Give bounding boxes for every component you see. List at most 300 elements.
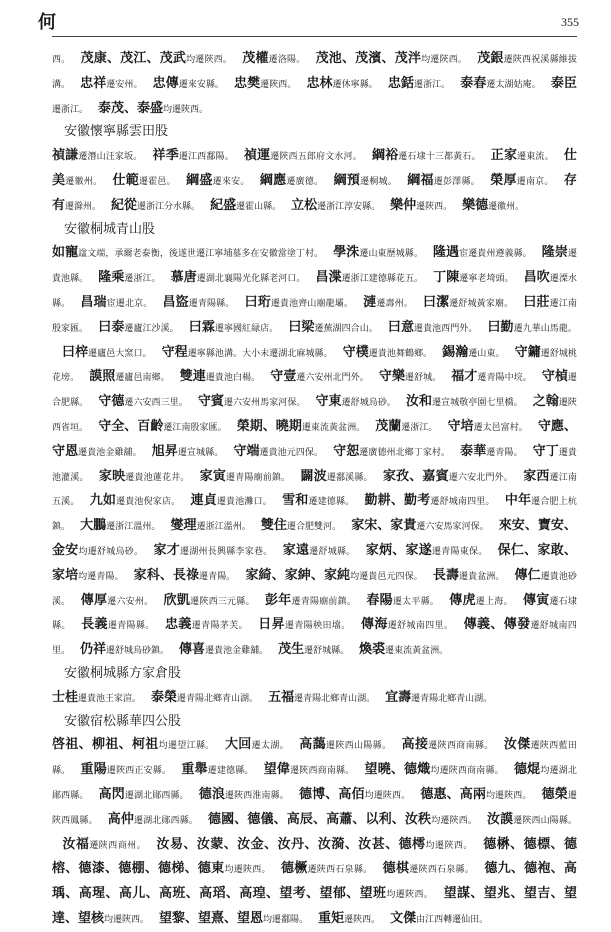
migration-note: 遷廬邑大窯口。: [88, 348, 152, 359]
migration-note: 均遷陝西。: [186, 55, 233, 65]
genealogy-entry: [333, 244, 423, 259]
person-name: 守東: [315, 394, 342, 410]
migration-note: 遷貴池金雞舖。: [205, 646, 269, 657]
migration-note: 遷太湖姑庵。: [486, 79, 541, 90]
genealogy-entry: [359, 641, 448, 656]
genealogy-entry: [361, 616, 454, 631]
migration-note: 遷浙江淳安縣。: [317, 201, 381, 212]
genealogy-entry: [433, 567, 505, 582]
migration-note: 遷青陽廟前鎮。: [291, 596, 357, 607]
migration-note: 遷彭澤縣。: [433, 176, 480, 187]
migration-note: 遷陝西石泉縣。: [307, 865, 373, 876]
surname-header: 何: [38, 12, 56, 33]
person-name: 九如: [89, 493, 117, 509]
person-name: 長義: [80, 617, 108, 633]
migration-note: 遷陝西藍田縣。: [52, 741, 577, 777]
person-name: 仕範: [112, 172, 139, 188]
person-name: 燮理: [170, 518, 197, 534]
person-name: 榮厚: [489, 172, 517, 188]
person-name: 家映: [98, 468, 126, 484]
person-name: 家炳、家遂: [365, 542, 432, 558]
genealogy-entry: [382, 860, 474, 875]
genealogy-entry: [153, 75, 224, 90]
migration-note: 遷浙江。: [124, 274, 161, 285]
migration-note: 遷廣德。: [286, 176, 324, 187]
migration-note: 遷霍山縣。: [236, 201, 282, 212]
genealogy-entry: [208, 811, 477, 826]
migration-note: 遷六安州馬家河保。: [223, 398, 306, 409]
migration-note: 遷舒城黃家廟。: [449, 298, 514, 309]
person-name: 家綺、家紳、家純: [245, 567, 351, 583]
person-name: 德橛: [280, 861, 308, 877]
genealogy-entry: [390, 910, 488, 925]
person-name: 守應、守恩: [52, 418, 577, 459]
person-name: 守鏞: [514, 344, 541, 360]
genealogy-entry: [270, 368, 369, 383]
entry-paragraph: [52, 47, 577, 121]
migration-note: 均遷陝西商南縣。: [430, 766, 504, 777]
genealogy-entry: [268, 689, 375, 704]
person-name: 德惠、高兩: [420, 786, 486, 802]
migration-note: 均遷望江縣。: [158, 741, 215, 752]
migration-note: 遷六安西三里。: [124, 398, 188, 409]
migration-note: 均遷舒城烏砂。: [78, 546, 144, 557]
genealogy-entry: [258, 616, 351, 631]
migration-note: 均遷陝西。: [224, 865, 271, 876]
person-name: 漣: [363, 294, 377, 310]
migration-note: 遷陝西五郎府文水河。: [270, 152, 362, 163]
genealogy-entry: [343, 344, 433, 359]
genealogy-entry: [151, 689, 258, 704]
person-name: 傳虎: [449, 592, 476, 608]
person-name: 昌瑞: [80, 294, 107, 310]
person-name: 闢波: [300, 468, 327, 484]
person-name: 茂蘭: [375, 418, 402, 434]
person-name: 之翰: [532, 394, 559, 410]
migration-note: 均遷陝西。: [364, 790, 411, 801]
migration-note: 遷貴池王家渲。: [78, 693, 142, 704]
genealogy-entry: [462, 197, 524, 212]
migration-note: 遷陝西三元縣。: [190, 596, 255, 607]
genealogy-entry: [171, 269, 306, 284]
migration-note: 均遷陝西。: [485, 790, 532, 801]
migration-note: 均遷鄱陽。: [263, 914, 309, 925]
person-name: 家西: [523, 468, 550, 484]
genealogy-entry: [260, 172, 324, 187]
person-name: 汝傑: [503, 737, 531, 753]
migration-note: 遷九華山馬龍。: [513, 323, 577, 334]
migration-note: 遷江南殷家匯。: [163, 422, 227, 433]
genealogy-entry: [372, 147, 481, 162]
migration-note: 遷霍邑。: [138, 176, 176, 187]
genealogy-entry: [406, 393, 523, 408]
migration-note: 遷舒城。: [405, 373, 442, 384]
genealogy-body: [52, 47, 577, 932]
person-name: 隆崇: [541, 245, 568, 261]
migration-note: 遷安州。: [106, 79, 143, 90]
person-name: 德焜: [513, 762, 541, 778]
genealogy-entry: [62, 836, 146, 851]
migration-note: 遷潛山汪家坂。: [78, 152, 143, 163]
person-name: 錫瀚: [442, 344, 469, 360]
person-name: 茂池、茂濱、茂泮: [315, 51, 422, 66]
migration-note: 由江西轉遷仙田。: [416, 914, 489, 925]
entry-paragraph: [52, 686, 577, 711]
migration-note: 遷來安。: [212, 176, 250, 187]
migration-note: 遷江西鄱陽。: [178, 152, 234, 163]
migration-note: 遷青陽。: [486, 447, 523, 458]
person-name: 重矩: [318, 910, 345, 926]
genealogy-entry: [278, 641, 349, 656]
migration-note: 遷陝西鳳縣。: [52, 790, 577, 826]
genealogy-entry: [134, 567, 236, 582]
person-name: 忠銛: [387, 75, 415, 91]
person-name: 家孜、嘉賓: [382, 468, 449, 484]
branch-heading: 安徽宿松縣華四公股: [64, 713, 182, 729]
genealogy-entry: [383, 468, 513, 483]
genealogy-entry: [52, 50, 70, 65]
person-name: 高接: [401, 737, 429, 753]
migration-note: 遷陝西山陽縣。: [325, 741, 392, 752]
person-name: 保仁、家敢、家培: [52, 542, 577, 583]
genealogy-entry: [315, 269, 423, 284]
migration-note: 西。: [52, 55, 71, 65]
person-name: 雙連: [179, 369, 206, 385]
person-name: 士桂: [52, 689, 79, 705]
person-name: 茂銀: [477, 51, 504, 66]
person-name: 忠義: [164, 617, 192, 633]
person-name: 隆遇: [432, 245, 460, 261]
migration-note: 遷陝西商南縣。: [428, 741, 494, 752]
genealogy-entry: [159, 910, 308, 925]
migration-note: 遷太邑富村。: [473, 422, 528, 433]
person-name: 昌渫: [315, 270, 342, 286]
migration-note: 遷寧國紅緑店。: [214, 323, 279, 334]
person-name: 禎運: [243, 148, 271, 164]
person-name: 高仲: [107, 811, 135, 827]
migration-note: 遷青陽縣。: [107, 621, 155, 632]
genealogy-entry: [52, 689, 141, 704]
person-name: 大回: [224, 737, 252, 753]
migration-note: 遷休寧縣。: [332, 79, 378, 90]
migration-note: 遷浙江溫州。: [106, 522, 161, 533]
genealogy-entry: [108, 811, 198, 826]
migration-note: 遷溧水縣。: [52, 274, 577, 309]
genealogy-entry: [234, 75, 296, 90]
person-name: 忠林: [306, 75, 333, 91]
migration-note: 遷貴池西門外。: [414, 323, 478, 334]
person-name: 泰華: [460, 443, 487, 459]
person-name: 家宋、家貴: [351, 518, 417, 534]
genealogy-entry: [199, 786, 289, 801]
person-name: 家遠: [282, 542, 310, 558]
genealogy-entry: [460, 75, 541, 90]
genealogy-entry: [433, 244, 532, 259]
migration-note: 遷浙江。: [52, 104, 89, 115]
genealogy-entry: [233, 443, 323, 458]
migration-note: 遷舒城南四里。: [52, 621, 577, 657]
person-name: 汝福: [62, 836, 90, 852]
genealogy-entry: [282, 492, 354, 507]
branch-heading: 安徽懷寧縣雲田股: [64, 124, 169, 140]
migration-note: 遷建德縣。: [308, 497, 355, 508]
person-name: 守程: [161, 344, 188, 360]
person-name: 望黎、望熹、望恩: [159, 910, 264, 926]
genealogy-entry: [423, 294, 513, 309]
genealogy-entry: [364, 492, 494, 507]
person-name: 守楨: [541, 369, 568, 385]
genealogy-entry: [89, 368, 170, 383]
person-name: 守培: [447, 418, 474, 434]
migration-note: 遷江南殷家匯。: [52, 298, 577, 334]
person-name: 綱預: [333, 172, 361, 188]
migration-note: 遷南京。: [516, 176, 554, 187]
migration-note: 遷湖北襄陽光化縣老河口。: [196, 274, 306, 285]
migration-note: 遷舒城縣。: [304, 646, 350, 657]
migration-note: 遷滁州。: [65, 201, 102, 212]
person-name: 泰春: [460, 75, 487, 91]
person-name: 傳寅: [522, 592, 550, 608]
person-name: 曰泰: [98, 319, 125, 335]
genealogy-entry: [388, 319, 478, 334]
person-name: 昌吹: [523, 270, 550, 286]
genealogy-entry: [62, 344, 152, 359]
migration-note: 遷六安州北門外。: [296, 373, 369, 384]
migration-note: 遷洛陽。: [268, 55, 306, 65]
person-name: 宜壽: [385, 689, 412, 705]
migration-note: 遷建德縣。: [207, 766, 254, 777]
migration-note: 遷上海。: [475, 596, 513, 607]
migration-note: 遷青陽北鄉青山湖。: [177, 693, 259, 704]
genealogy-entry: [265, 592, 356, 607]
person-name: 存有: [52, 172, 577, 213]
migration-note: 遷貴池灘口。: [216, 497, 272, 508]
person-name: 慕唐: [170, 270, 197, 286]
migration-note: 遷舒城桃花塝。: [52, 348, 577, 384]
genealogy-entry: [264, 761, 355, 776]
migration-note: 遷舒城縣。: [309, 546, 356, 557]
genealogy-entry: [245, 567, 422, 582]
migration-note: 遷陝西商州。: [89, 840, 147, 851]
genealogy-entry: [420, 786, 531, 801]
person-name: 勤耕、勤考: [364, 493, 431, 509]
person-name: 啓祖、柳祖、柯祖: [52, 737, 159, 753]
person-name: 傳義、傳發: [463, 617, 531, 633]
genealogy-entry: [99, 468, 190, 483]
genealogy-entry: [407, 172, 480, 187]
migration-note: 遷合肥上杭鎮。: [52, 497, 577, 533]
genealogy-entry: [487, 319, 577, 334]
migration-note: 遷陝西石泉縣。: [409, 865, 475, 876]
migration-note: 遷青陽縣。: [188, 298, 235, 309]
migration-note: 遷東流黃盆洲。: [301, 422, 366, 433]
migration-note: 遷東流黃盆洲。: [385, 646, 449, 657]
migration-note: 遷六安馬家河保。: [416, 522, 489, 533]
migration-note: 遷蕪湖四合山。: [314, 323, 378, 334]
migration-note: 遷青陽北鄉青山湖。: [294, 693, 376, 704]
genealogy-entry: [388, 75, 450, 90]
migration-note: 均遷陝西。: [425, 840, 473, 851]
genealogy-entry: [81, 616, 155, 631]
migration-note: 遷壽州。: [376, 298, 413, 309]
person-name: 家才: [153, 542, 180, 558]
person-name: 祥季: [152, 148, 179, 164]
branch-heading: 安徽桐城縣方家倉股: [64, 665, 182, 681]
genealogy-entry: [189, 319, 279, 334]
person-name: 德棋: [382, 861, 410, 877]
migration-note: 遷江南五溪。: [52, 472, 577, 508]
person-name: 曰霖: [188, 319, 215, 335]
migration-note: 諡文端，承爾老泰衡，後遂世遷江寧埔墓多在安徽當塗丁村。: [78, 249, 324, 260]
migration-note: 遷石埭十三都黃石。: [398, 152, 481, 163]
person-name: 茂生: [278, 642, 305, 658]
genealogy-entry: [451, 368, 532, 383]
genealogy-entry: [306, 75, 377, 90]
migration-note: 遷青陽。: [199, 571, 236, 582]
person-name: 紀盛: [210, 197, 237, 213]
genealogy-entry: [244, 294, 353, 309]
migration-note: 均遷湖北鄖西縣。: [52, 766, 577, 801]
migration-note: 遷貴池舞鶴鄉。: [368, 348, 433, 359]
migration-note: 遷太平縣。: [392, 596, 440, 607]
genealogy-entry: [491, 147, 554, 162]
genealogy-entry: [156, 836, 473, 851]
migration-note: 遷陝西。: [260, 79, 297, 90]
person-name: 守丁: [532, 443, 559, 459]
person-name: 旭昇: [151, 443, 178, 459]
genealogy-entry: [281, 860, 373, 875]
person-name: 彭年: [264, 592, 292, 608]
migration-note: 遷廣德州北鄉丁家村。: [359, 447, 451, 458]
migration-note: 遷湖北鄖西縣。: [134, 815, 198, 826]
genealogy-entry: [385, 689, 492, 704]
genealogy-entry: [90, 492, 181, 507]
migration-note: 遷六安北門外。: [448, 472, 514, 483]
person-name: 煥裘: [359, 642, 386, 658]
person-name: 綱裕: [371, 148, 399, 164]
migration-note: 遷貴盆洲。: [459, 571, 505, 582]
genealogy-entry: [244, 147, 362, 162]
person-name: 德九、德袍、高瑀、高瑆、高儿、高班、高瑫、高瑝、望考、望郁、望班: [52, 861, 577, 902]
genealogy-entry: [98, 269, 160, 284]
person-name: 守賓: [197, 394, 224, 410]
genealogy-entry: [261, 517, 341, 532]
person-name: 五福: [268, 689, 295, 705]
genealogy-entry: [190, 492, 272, 507]
person-name: 禎謙: [52, 148, 79, 164]
migration-note: 遷貴池元四保。: [259, 447, 324, 458]
person-name: 綱應: [259, 172, 287, 188]
person-name: 望謀、望兆、望吉、望達、望核: [52, 886, 577, 926]
person-name: 隆乘: [98, 270, 125, 286]
migration-note: 遷陝西省垣。: [52, 398, 577, 433]
running-head: [38, 12, 579, 37]
migration-note: 遷貴池砂溪。: [52, 571, 577, 607]
genealogy-entry: [375, 418, 437, 433]
person-name: 曰珩: [244, 294, 271, 310]
migration-note: 遷青陽北鄉青山湖。: [411, 693, 493, 704]
person-name: 連貞: [190, 493, 217, 509]
person-name: 汝和: [405, 394, 433, 410]
person-name: 春陽: [366, 592, 393, 608]
migration-note: 均遷陝西。: [421, 55, 468, 65]
genealogy-entry: [186, 172, 250, 187]
genealogy-entry: [98, 786, 188, 801]
migration-note: 遷陝西。: [416, 201, 453, 212]
migration-note: 遷鄱溪縣。: [326, 472, 373, 483]
genealogy-entry: [364, 761, 503, 776]
genealogy-entry: [163, 592, 254, 607]
migration-note: 遷貴池白楊。: [205, 373, 261, 384]
person-name: 樂德: [462, 197, 489, 213]
person-name: 大鵬: [80, 518, 107, 534]
genealogy-entry: [162, 344, 333, 359]
migration-note: 均遷陝西。: [163, 104, 209, 115]
person-name: 中年: [504, 493, 532, 509]
migration-note: 遷青陽東保。: [431, 546, 488, 557]
migration-note: 均遷青陽。: [78, 571, 124, 582]
person-name: 泰臣: [550, 75, 577, 91]
person-name: 泰榮: [151, 689, 178, 705]
migration-note: 遷宣城敬亭園七里橋。: [432, 398, 523, 409]
migration-note: 遷桐城。: [360, 176, 398, 187]
genealogy-entry: [210, 197, 281, 212]
person-name: 長壽: [432, 567, 460, 583]
person-name: 謨照: [89, 369, 116, 385]
migration-note: 遷陝西祝溪縣維拔溝。: [52, 55, 577, 90]
migration-note: 遷舒城南四里。: [430, 497, 495, 508]
migration-note: 遷舒城烏砂。: [341, 398, 396, 409]
person-name: 德國、德儀、高辰、高蕭、以利、汝秩: [207, 811, 432, 827]
genealogy-entry: [449, 592, 513, 607]
migration-note: 遷寧老埼頭。: [459, 274, 514, 285]
migration-note: 遷六安州。: [107, 596, 154, 607]
person-name: 文傑: [390, 910, 417, 926]
genealogy-entry: [299, 736, 391, 751]
genealogy-entry: [98, 100, 208, 115]
migration-note: 遷浙江分水縣。: [137, 201, 201, 212]
person-name: 欣凱: [163, 592, 191, 608]
migration-note: 遷舒城烏砂鎮。: [106, 646, 170, 657]
person-name: 昌盜: [162, 294, 189, 310]
person-name: 德榮: [541, 786, 568, 802]
migration-note: 遷來安縣。: [178, 79, 224, 90]
migration-note: 遷山東歷城縣。: [359, 249, 423, 260]
genealogy-entry: [180, 368, 261, 383]
migration-note: 遷寧縣池溝。大小末遷湖北麻城縣。: [187, 348, 333, 359]
genealogy-entry: [490, 172, 554, 187]
person-name: 汝易、汝蒙、汝金、汝丹、汝漪、汝甚、德樗: [156, 836, 426, 852]
person-name: 曰潔: [422, 294, 450, 310]
genealogy-entry: [179, 641, 268, 656]
person-name: 忠祥: [80, 75, 107, 91]
person-name: 茂權: [242, 51, 269, 66]
person-name: 德博、高佰: [298, 786, 365, 802]
migration-note: 遷山東。: [468, 348, 505, 359]
migration-note: 遷石埭縣。: [52, 596, 577, 632]
migration-note: 遷貴池金雞舖。: [78, 447, 142, 458]
genealogy-entry: [333, 443, 450, 458]
person-name: 丁陳: [433, 270, 460, 286]
migration-note: 遷徽州。: [65, 176, 103, 187]
person-name: 曰梓: [62, 344, 89, 360]
genealogy-entry: [112, 172, 176, 187]
migration-note: 遷青陽中垸。: [477, 373, 532, 384]
genealogy-entry: [153, 542, 272, 557]
person-name: 立松: [291, 197, 318, 213]
person-name: 重陽: [80, 762, 107, 778]
migration-note: 遷合肥縣。: [52, 373, 577, 409]
